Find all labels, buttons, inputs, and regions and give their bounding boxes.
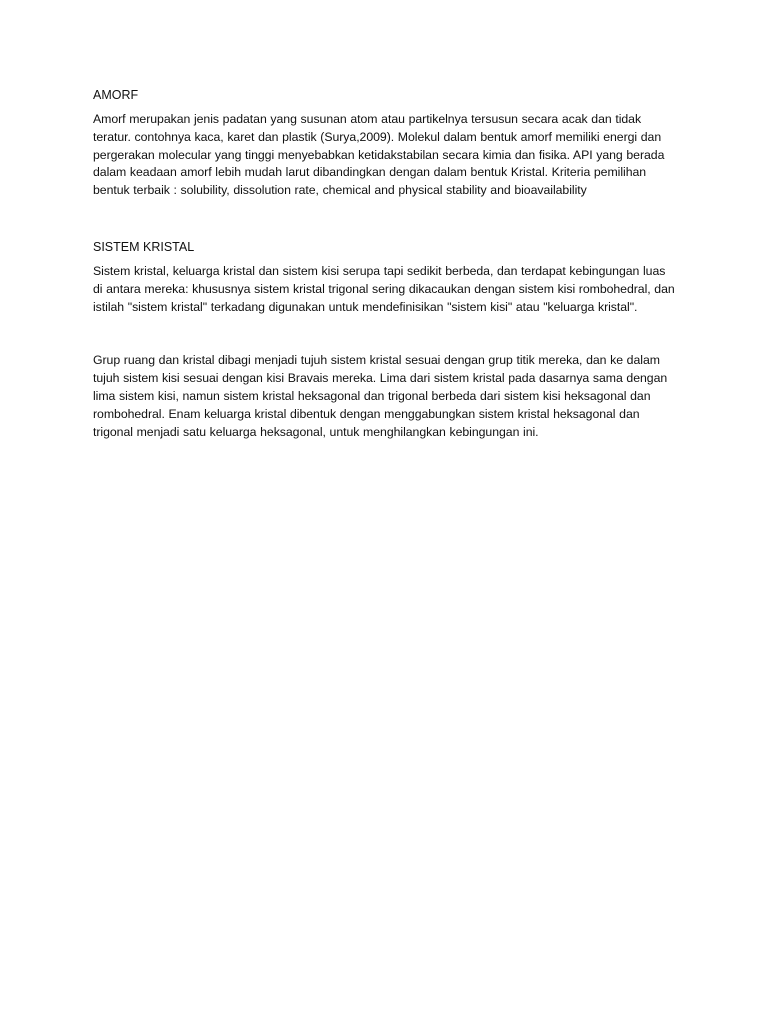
document-body <box>93 86 678 441</box>
paragraph-sistem-kristal-grup-ruang: Grup ruang dan kristal dibagi menjadi tujuh sistem kristal sesuai dengan grup titik mereka, dan ke dalam tujuh sistem kisi sesuai dengan kisi Bravais mereka. Lima dari sistem kristal pada dasarnya sama dengan lima sistem kisi, namun sistem kristal heksagonal dan trigonal berbeda dari sistem kisi heksagonal dan rombohedral. Enam keluarga kristal dibentuk dengan menggabungkan sistem kristal heksagonal dan trigonal menjadi satu keluarga heksagonal, untuk menghilangkan kebingungan ini. <box>93 353 668 439</box>
section-spacer <box>93 200 678 238</box>
paragraph-amorf-definition: Amorf merupakan jenis padatan yang susunan atom atau partikelnya tersusun secara acak dan tidak teratur. contohnya kaca, karet dan plastik (Surya,2009). Molekul dalam bentuk amorf memiliki energi dan pergerakan molecular yang tinggi menyebabkan ketidakstabilan secara kimia dan fisika. API yang berada dalam keadaan amorf lebih mudah larut dibandingkan dengan dalam bentuk Kristal. Kriteria pemilihan bentuk terbaik : solubility, dissolution rate, chemical and physical stability and bioavailability <box>93 112 665 198</box>
paragraph-spacer <box>93 316 678 352</box>
section-heading-sistem-kristal: SISTEM KRISTAL <box>93 239 195 254</box>
section-heading-amorf: AMORF <box>93 88 139 102</box>
paragraph-sistem-kristal-intro: Sistem kristal, keluarga kristal dan sistem kisi serupa tapi sedikit berbeda, dan terdapat kebingungan luas di antara mereka: khususnya sistem kristal trigonal sering dikacaukan dengan sistem kisi rombohedral, dan istilah "sistem kristal" terkadang digunakan untuk mendefinisikan "sistem kisi" atau "keluarga kristal". <box>93 263 675 314</box>
section-sistem-kristal <box>93 238 678 441</box>
section-amorf <box>93 86 678 200</box>
